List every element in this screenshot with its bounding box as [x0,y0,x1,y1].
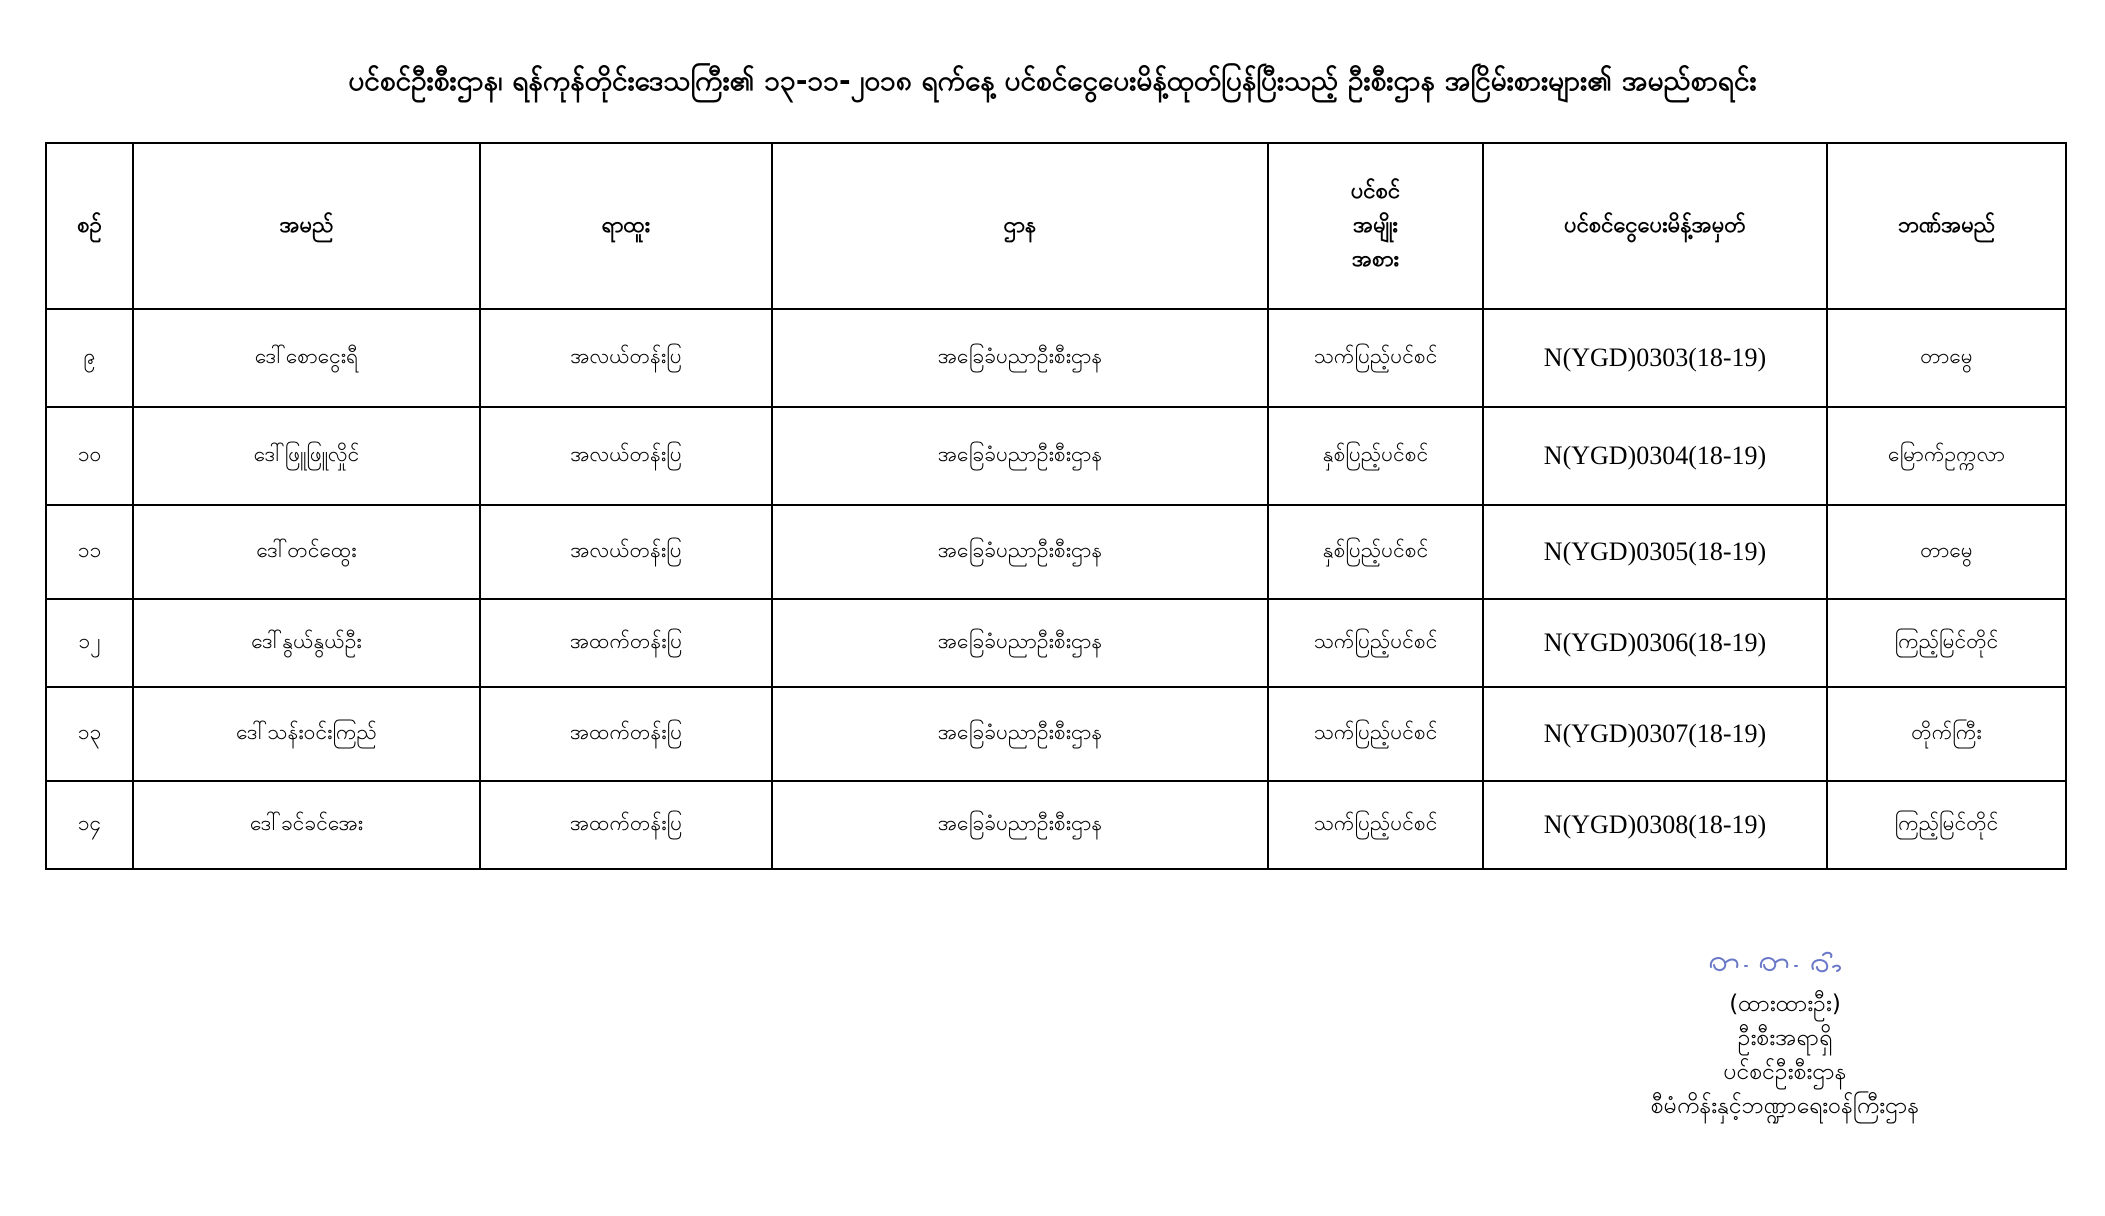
cell-department: အခြေခံပညာဦးစီးဌာန [772,687,1268,781]
document-title: ပင်စင်ဦးစီးဌာန၊ ရန်ကုန်တိုင်းဒေသကြီး၏ ၁၃-၁၁-၂၀၁၈ ရက်နေ့ ပင်စင်ငွေပေးမိန့်ထုတ်ပြန်ပြီးသည့် ဦးစီးဌာန အငြိမ်းစားများ၏ အမည်စာရင်း [348,64,1757,97]
cell-order-number: N(YGD)0304(18-19) [1483,407,1827,505]
signatory-department: ပင်စင်ဦးစီးဌာန [1723,1059,1847,1085]
cell-bank: ကြည့်မြင်တိုင် [1827,781,2066,869]
cell-bank: တိုက်ကြီး [1827,687,2066,781]
cell-name: ဒေါ်နွယ်နွယ်ဦး [133,599,480,687]
header-pension-type-line-1: ပင်စင် [1350,179,1401,204]
cell-bank: တာမွေ [1827,505,2066,599]
cell-bank: မြောက်ဥက္ကလာ [1827,407,2066,505]
cell-bank: ကြည့်မြင်တိုင် [1827,599,2066,687]
signatory-name: (ထားထားဦး) [1729,991,1841,1017]
cell-serial: ၁၂ [46,599,133,687]
cell-rank: အလယ်တန်းပြ [480,309,772,407]
cell-rank: အလယ်တန်းပြ [480,505,772,599]
header-serial: စဥ် [46,143,133,309]
header-department: ဌာန [772,143,1268,309]
cell-pension-type: သက်ပြည့်ပင်စင် [1268,309,1483,407]
cell-order-number: N(YGD)0307(18-19) [1483,687,1827,781]
table-row [46,407,2066,505]
cell-name: ဒေါ်ခင်ခင်အေး [133,781,480,869]
cell-order-number: N(YGD)0308(18-19) [1483,781,1827,869]
cell-serial: ၁၃ [46,687,133,781]
cell-order-number: N(YGD)0305(18-19) [1483,505,1827,599]
cell-pension-type: နှစ်ပြည့်ပင်စင် [1268,505,1483,599]
cell-rank: အထက်တန်းပြ [480,687,772,781]
cell-order-number: N(YGD)0303(18-19) [1483,309,1827,407]
cell-name: ဒေါ်သန်းဝင်းကြည် [133,687,480,781]
header-pension-type-line-3: အစား [1351,247,1400,272]
header-order-number: ပင်စင်ငွေပေးမိန့်အမှတ် [1483,143,1827,309]
cell-department: အခြေခံပညာဦးစီးဌာန [772,505,1268,599]
cell-department: အခြေခံပညာဦးစီးဌာန [772,599,1268,687]
header-bank: ဘဏ်အမည် [1827,143,2066,309]
table-row [46,599,2066,687]
cell-serial: ၁၁ [46,505,133,599]
signatory-position: ဦးစီးအရာရှိ [1737,1025,1833,1051]
table-row [46,781,2066,869]
signatory-ministry: စီမံကိန်းနှင့်ဘဏ္ဍာရေးဝန်ကြီးဌာန [1650,1093,1920,1119]
cell-name: ဒေါ်တင်ထွေး [133,505,480,599]
pension-roster-table [45,142,2067,870]
handwritten-signature [1705,945,1865,981]
table-header [46,143,2066,309]
cell-serial: ၁၀ [46,407,133,505]
cell-rank: အလယ်တန်းပြ [480,407,772,505]
cell-name: ဒေါ်ဖြူဖြူလှိုင် [133,407,480,505]
cell-name: ဒေါ်စောငွေးရီ [133,309,480,407]
cell-pension-type: နှစ်ပြည့်ပင်စင် [1268,407,1483,505]
cell-pension-type: သက်ပြည့်ပင်စင် [1268,687,1483,781]
table-body [46,309,2066,869]
cell-department: အခြေခံပညာဦးစီးဌာန [772,309,1268,407]
signature-block [1560,945,2010,1123]
header-rank: ရာထူး [480,143,772,309]
cell-serial: ၁၄ [46,781,133,869]
table-row [46,505,2066,599]
cell-pension-type: သက်ပြည့်ပင်စင် [1268,781,1483,869]
cell-serial: ၉ [46,309,133,407]
cell-department: အခြေခံပညာဦးစီးဌာန [772,781,1268,869]
header-pension-type-line-2: အမျိုး [1353,213,1398,238]
header-pension-type [1268,143,1483,309]
cell-rank: အထက်တန်းပြ [480,599,772,687]
cell-department: အခြေခံပညာဦးစီးဌာန [772,407,1268,505]
cell-rank: အထက်တန်းပြ [480,781,772,869]
header-row [46,143,2066,309]
cell-bank: တာမွေ [1827,309,2066,407]
table-row [46,687,2066,781]
header-name: အမည် [133,143,480,309]
cell-pension-type: သက်ပြည့်ပင်စင် [1268,599,1483,687]
table-row [46,309,2066,407]
cell-order-number: N(YGD)0306(18-19) [1483,599,1827,687]
